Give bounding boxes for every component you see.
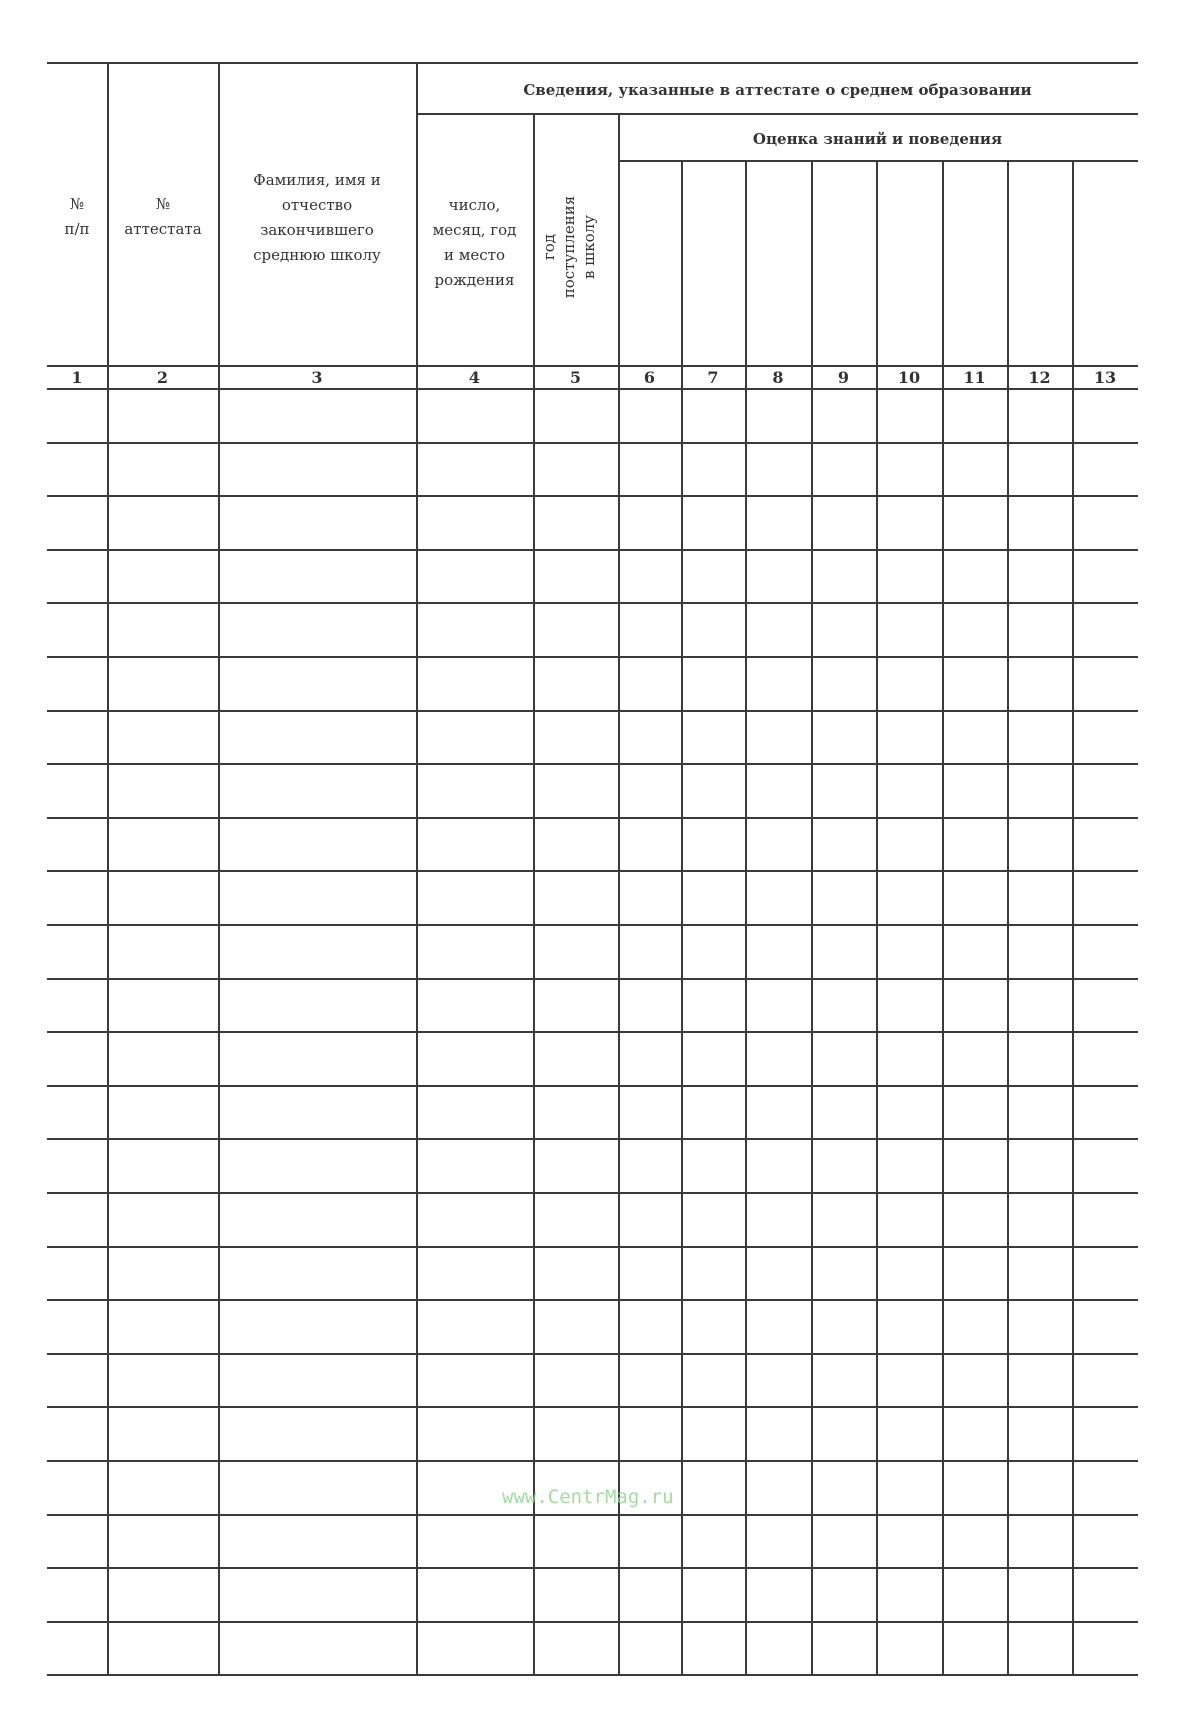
table-row-line [47, 763, 1138, 765]
column-divider [876, 160, 878, 1674]
column-number-label: 2 [156, 368, 169, 387]
group-header-divider [416, 113, 1138, 115]
col-header-row-number: № п/п [64, 195, 90, 238]
column-number-label: 1 [71, 368, 83, 387]
column-number-label: 4 [468, 368, 481, 387]
subgroup-header: Оценка знаний и поведения [752, 130, 1003, 148]
watermark: www.CentrMag.ru [502, 1486, 674, 1508]
subgroup-header-divider [618, 160, 1138, 162]
column-number-label: 9 [837, 368, 850, 387]
table-row-line [47, 924, 1138, 926]
column-number-label: 13 [1093, 368, 1117, 387]
table-row-line [47, 1031, 1138, 1033]
column-divider [618, 113, 620, 1674]
column-number-label: 7 [707, 368, 719, 387]
table-row-line [47, 1567, 1138, 1569]
table-row-line [47, 602, 1138, 604]
column-number-label: 8 [772, 368, 784, 387]
table-row-line [47, 1353, 1138, 1355]
table-row-line [47, 1299, 1138, 1301]
table-row-line [47, 442, 1138, 444]
table-row-line [47, 870, 1138, 872]
col-header-enrollment-year: год поступления в школу [540, 195, 598, 299]
table-row-line [47, 1085, 1138, 1087]
table-row-line [47, 1460, 1138, 1462]
column-divider [107, 62, 109, 1674]
column-divider [942, 160, 944, 1674]
column-number-label: 3 [311, 368, 323, 387]
column-divider [533, 113, 535, 1674]
column-divider [745, 160, 747, 1674]
column-divider [811, 160, 813, 1674]
table-top-border [47, 62, 1138, 64]
table-row-line [47, 1621, 1138, 1623]
header-bottom-border [47, 365, 1138, 367]
table-row-line [47, 495, 1138, 497]
column-number-label: 5 [569, 368, 582, 387]
column-number-label: 10 [897, 368, 921, 387]
table-row-line [47, 1406, 1138, 1408]
table-row-line [47, 656, 1138, 658]
col-header-full-name: Фамилия, имя и отчество закончившего среднюю школу [253, 171, 381, 264]
group-header: Сведения, указанные в аттестате о среднем образовании [523, 81, 1032, 99]
table-row-line [47, 1246, 1138, 1248]
column-number-label: 12 [1028, 368, 1051, 387]
table-row-line [47, 549, 1138, 551]
col-header-birth-info: число, месяц, год и место рождения [432, 196, 517, 289]
table-row-line [47, 1138, 1138, 1140]
column-divider [1072, 160, 1074, 1674]
table-row-line [47, 817, 1138, 819]
column-divider [218, 62, 220, 1674]
table-row-line [47, 710, 1138, 712]
table-row-line [47, 1192, 1138, 1194]
column-number-label: 11 [963, 368, 986, 387]
col-header-certificate-number: № аттестата [124, 195, 202, 238]
column-divider [681, 160, 683, 1674]
number-row-bottom-border [47, 388, 1138, 390]
column-number-label: 6 [643, 368, 656, 387]
column-divider [416, 62, 418, 1674]
column-divider [1007, 160, 1009, 1674]
table-row-line [47, 1674, 1138, 1676]
table-row-line [47, 1514, 1138, 1516]
table-row-line [47, 978, 1138, 980]
